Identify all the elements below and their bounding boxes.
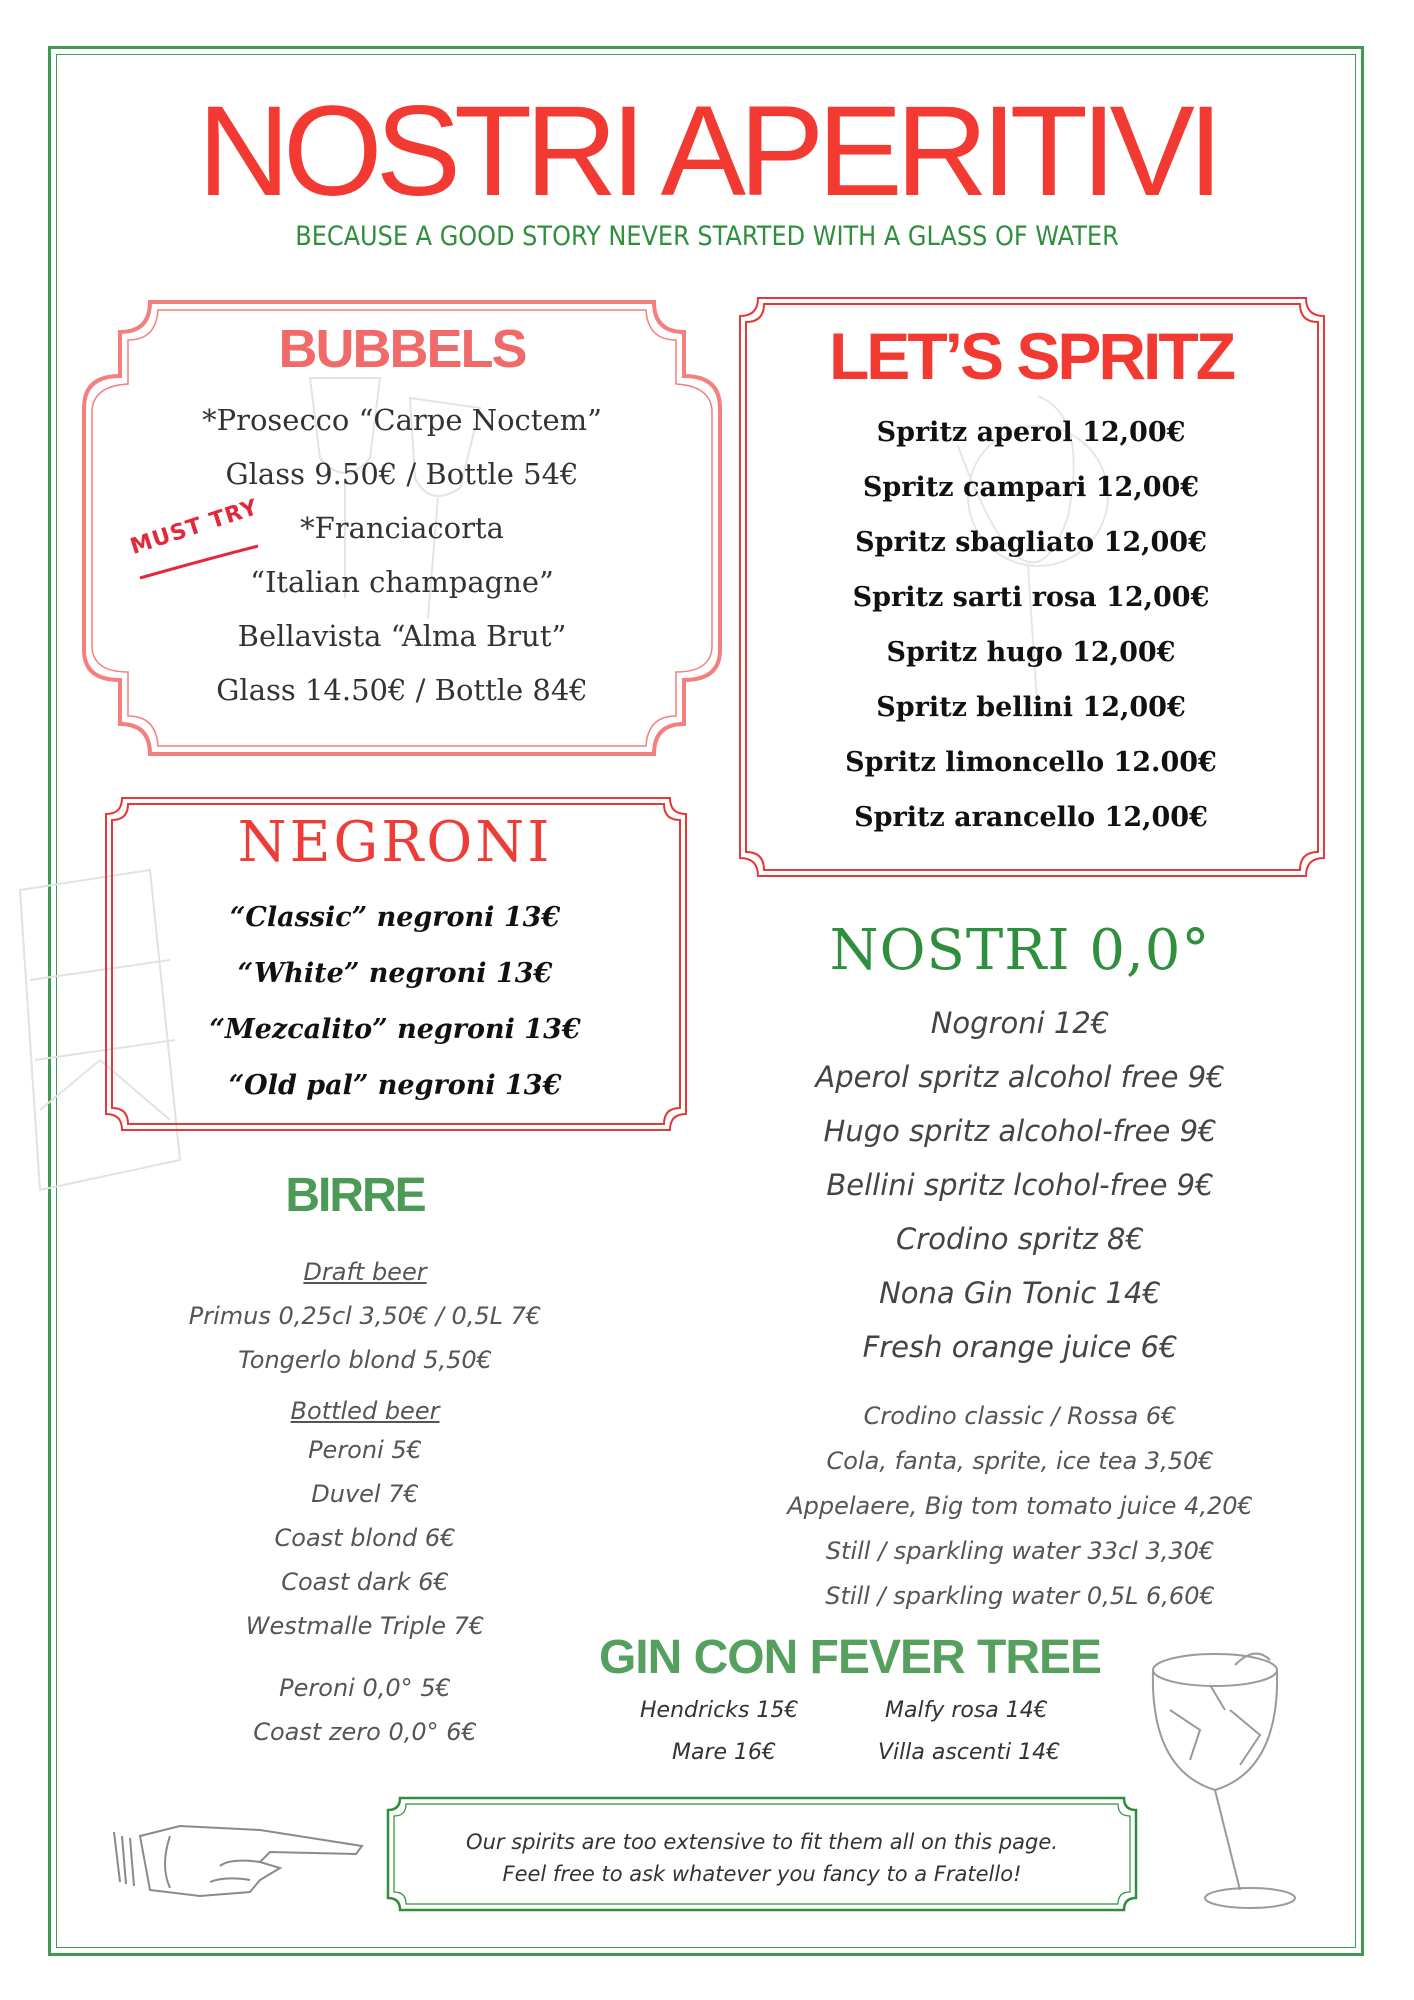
bubbels-line: *Prosecco “Carpe Noctem” (202, 403, 602, 437)
gin-item: Malfy rosa 14€ (885, 1698, 1048, 1723)
draft-beer-heading: Draft beer (303, 1258, 427, 1286)
page-subtitle: BECAUSE A GOOD STORY NEVER STARTED WITH A GLASS OF WATER (295, 220, 1119, 252)
spritz-item: Spritz bellini 12,00€ (876, 692, 1186, 723)
nostri-zero-item: Nogroni 12€ (930, 1006, 1110, 1040)
soft-drink-item: Still / sparkling water 33cl 3,30€ (825, 1537, 1215, 1565)
negroni-item: “Classic” negroni 13€ (229, 902, 561, 933)
spritz-item: Spritz aperol 12,00€ (876, 417, 1186, 448)
spritz-item: Spritz limoncello 12.00€ (845, 747, 1217, 778)
footer-line: Feel free to ask whatever you fancy to a Fratello! (502, 1862, 1022, 1886)
beer-item: Coast dark 6€ (281, 1568, 449, 1596)
beer-item: Coast zero 0,0° 6€ (253, 1718, 477, 1746)
negroni-list (110, 890, 680, 1114)
nostri-zero-item: Aperol spritz alcohol free 9€ (815, 1060, 1225, 1094)
bubbels-line: *Franciacorta (300, 511, 504, 545)
nostri-zero-title: NOSTRI 0,0° (829, 918, 1211, 983)
gin-item: Hendricks 15€ (640, 1698, 799, 1723)
page-title: NOSTRI APERITIVI (197, 80, 1217, 223)
beer-item: Peroni 0,0° 5€ (279, 1674, 451, 1702)
birre-title: BIRRE (285, 1169, 425, 1222)
must-try-underline (136, 540, 266, 590)
bottled-beer-heading: Bottled beer (290, 1397, 440, 1425)
nostri-zero-item: Hugo spritz alcohol-free 9€ (823, 1114, 1217, 1148)
beer-item: Westmalle Triple 7€ (245, 1612, 485, 1640)
spritz-title: LET’S SPRITZ (828, 319, 1234, 393)
must-try-badge: MUST TRY (127, 495, 262, 560)
spritz-item: Spritz hugo 12,00€ (886, 637, 1176, 668)
spritz-list (748, 405, 1314, 845)
soft-drink-item: Cola, fanta, sprite, ice tea 3,50€ (826, 1447, 1214, 1475)
beer-item: Primus 0,25cl 3,50€ / 0,5L 7€ (188, 1302, 542, 1330)
beer-item: Coast blond 6€ (274, 1524, 456, 1552)
negroni-title: NEGRONI (237, 810, 553, 875)
gin-item: Mare 16€ (672, 1740, 777, 1765)
negroni-item: “White” negroni 13€ (237, 958, 553, 989)
spritz-item: Spritz arancello 12,00€ (854, 802, 1208, 833)
zero-beer-list (140, 1666, 590, 1754)
nostri-zero-item: Fresh orange juice 6€ (862, 1330, 1178, 1364)
beer-item: Tongerlo blond 5,50€ (238, 1346, 492, 1374)
bubbels-line: Glass 9.50€ / Bottle 54€ (225, 457, 579, 491)
bottled-beer-list (140, 1394, 590, 1648)
soft-drinks-list (740, 1394, 1300, 1619)
spritz-item: Spritz sarti rosa 12,00€ (852, 582, 1210, 613)
spritz-item: Spritz sbagliato 12,00€ (855, 527, 1207, 558)
bubbels-title: BUBBELS (278, 319, 526, 379)
beer-item: Peroni 5€ (308, 1436, 422, 1464)
bubbels-line: “Italian champagne” (250, 565, 554, 599)
nostri-zero-item: Crodino spritz 8€ (896, 1222, 1144, 1256)
gin-glass-sketch (1140, 1640, 1320, 1940)
nostri-zero-item: Bellini spritz lcohol-free 9€ (826, 1168, 1214, 1202)
beer-item: Duvel 7€ (311, 1480, 419, 1508)
draft-beer-list (140, 1250, 590, 1382)
negroni-item: “Mezcalito” negroni 13€ (209, 1014, 581, 1045)
bubbels-line: Glass 14.50€ / Bottle 84€ (216, 673, 588, 707)
nostri-zero-item: Nona Gin Tonic 14€ (879, 1276, 1161, 1310)
gin-title: GIN CON FEVER TREE (598, 1631, 1102, 1684)
spritz-item: Spritz campari 12,00€ (862, 472, 1200, 503)
pointing-hand-icon (110, 1796, 372, 1908)
gin-item: Villa ascenti 14€ (878, 1740, 1061, 1765)
footer-note (396, 1826, 1128, 1890)
footer-line: Our spirits are too extensive to fit them all on this page. (466, 1830, 1058, 1854)
bubbels-line: Bellavista “Alma Brut” (237, 619, 567, 653)
soft-drink-item: Still / sparkling water 0,5L 6,60€ (825, 1582, 1215, 1610)
soft-drink-item: Appelaere, Big tom tomato juice 4,20€ (787, 1492, 1253, 1520)
soft-drink-item: Crodino classic / Rossa 6€ (863, 1402, 1177, 1430)
nostri-zero-list (740, 996, 1300, 1374)
negroni-item: “Old pal” negroni 13€ (228, 1070, 562, 1101)
